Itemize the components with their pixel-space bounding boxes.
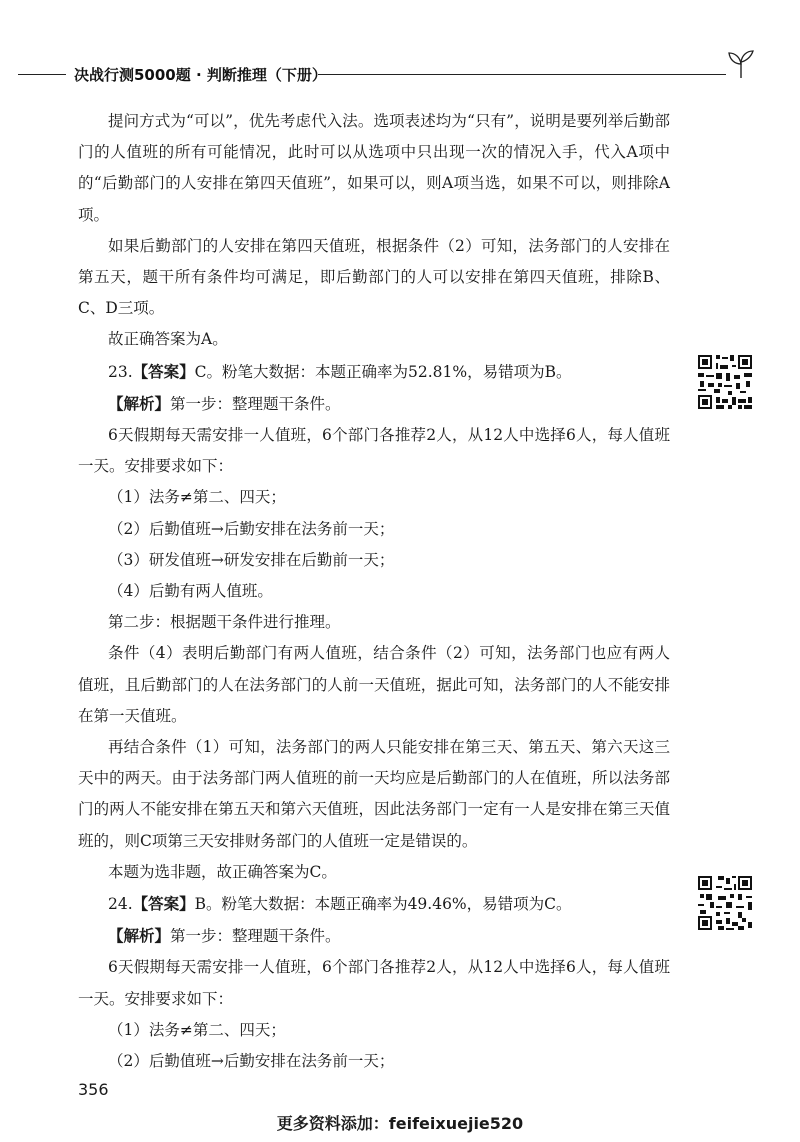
q24-condition: （1）法务≠第二、四天； <box>108 1020 286 1039</box>
q24-answer-label: 【答案】 <box>132 894 195 914</box>
q23-condition: （3）研发值班→研发安排在后勤前一天； <box>108 550 395 569</box>
sprout-icon <box>724 48 758 82</box>
header-rule-left <box>18 74 66 75</box>
q23-condition: （2）后勤值班→后勤安排在法务前一天； <box>108 519 395 538</box>
footer-note: 更多资料添加：feifeixuejie520 <box>276 1114 524 1133</box>
q23-answer-line <box>78 356 670 388</box>
q23-number: 23. <box>108 362 133 381</box>
q24-intro: 6天假期每天需安排一人值班，6个部门各推荐2人，从12人中选择6人，每人值班一天。安排要求如下： <box>78 958 670 1008</box>
qr-code-icon[interactable] <box>696 353 754 411</box>
q23-analysis-label: 【解析】 <box>108 393 171 413</box>
q23-reasoning: 再结合条件（1）可知，法务部门的两人只能安排在第三天、第五天、第六天这三天中的两天。由于法务部门两人值班的前一天均应是后勤部门的人在值班，所以法务部门的两人不能安排在第五天和第六天值班，因此法务部门一定有一人是安排在第三天值班的，则C项第三天安排财务部门的人值班一定是错误的。 <box>78 738 670 850</box>
running-header <box>0 60 800 90</box>
q23-step2: 第二步：根据题干条件进行推理。 <box>108 613 341 632</box>
q23-conclusion: 本题为选非题，故正确答案为C。 <box>108 862 337 881</box>
q23-condition: （1）法务≠第二、四天； <box>108 488 286 507</box>
q23-step1: 第一步：整理题干条件。 <box>170 394 341 413</box>
book-title: 决战行测5000题 · 判断推理（下册） <box>74 66 327 84</box>
paragraph: 如果后勤部门的人安排在第四天值班，根据条件（2）可知，法务部门的人安排在第五天，题干所有条件均可满足，即后勤部门的人可以安排在第四天值班，排除B、C、D三项。 <box>78 236 670 318</box>
page-number: 356 <box>78 1080 109 1099</box>
q24-analysis-line <box>78 920 670 952</box>
paragraph: 故正确答案为A。 <box>108 330 228 349</box>
q23-reasoning: 条件（4）表明后勤部门有两人值班，结合条件（2）可知，法务部门也应有两人值班，且后勤部门的人在法务部门的人前一天值班，据此可知，法务部门的人不能安排在第一天值班。 <box>78 644 670 725</box>
q23-intro: 6天假期每天需安排一人值班，6个部门各推荐2人，从12人中选择6人，每人值班一天。安排要求如下： <box>78 426 670 476</box>
header-rule-right <box>318 74 726 75</box>
q24-condition: （2）后勤值班→后勤安排在法务前一天； <box>108 1052 395 1071</box>
qr-code-icon[interactable] <box>696 874 754 932</box>
q23-answer-label: 【答案】 <box>132 361 195 381</box>
q23-condition: （4）后勤有两人值班。 <box>108 582 273 601</box>
q24-answer-line <box>78 888 670 920</box>
page-body <box>78 106 670 1077</box>
q24-analysis-label: 【解析】 <box>108 926 171 946</box>
q23-analysis-line <box>78 388 670 420</box>
q23-answer-text: C。粉笔大数据：本题正确率为52.81%，易错项为B。 <box>194 362 572 381</box>
q24-answer-text: B。粉笔大数据：本题正确率为49.46%，易错项为C。 <box>194 895 572 914</box>
q24-number: 24. <box>108 895 133 914</box>
paragraph: 提问方式为“可以”，优先考虑代入法。选项表述均为“只有”，说明是要列举后勤部门的人值班的所有可能情况，此时可以从选项中只出现一次的情况入手，代入A项中的“后勤部门的人安排在第四天值班”，如果可以，则A项当选，如果不可以，则排除A项。 <box>78 112 670 224</box>
q24-step1: 第一步：整理题干条件。 <box>170 927 341 946</box>
